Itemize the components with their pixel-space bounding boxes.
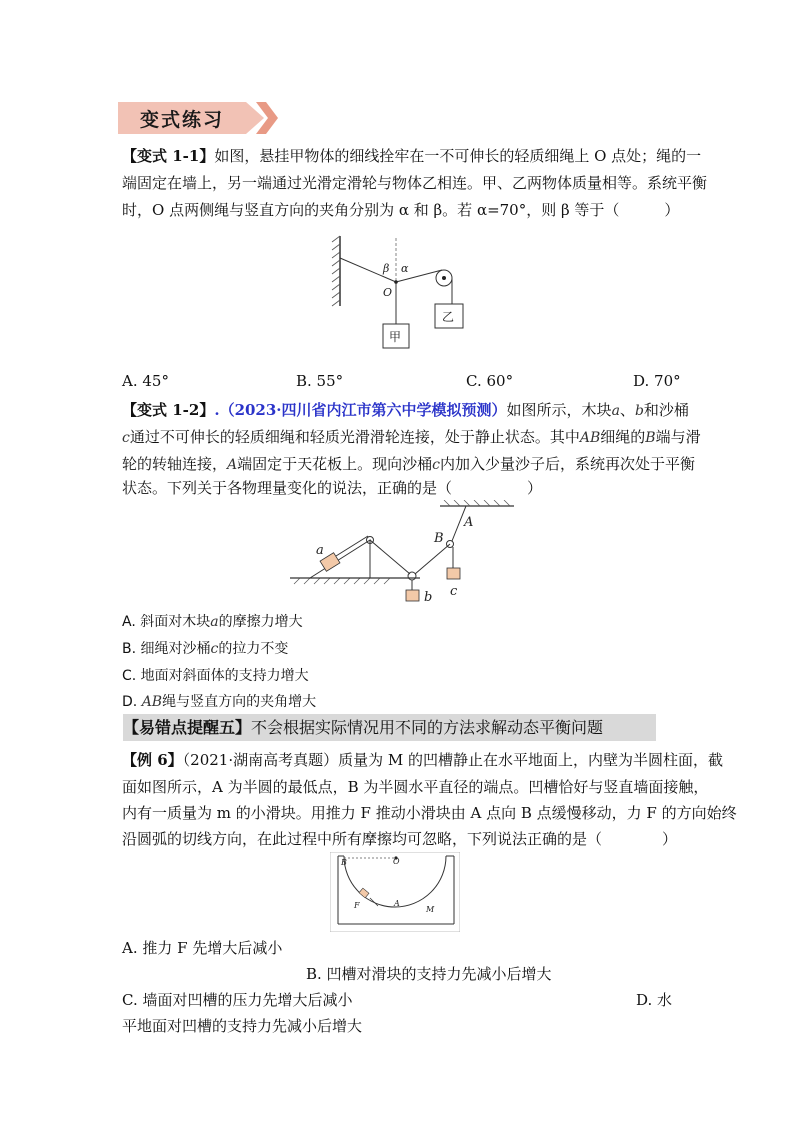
q2-source: （2023·四川省内江市第六中学模拟预测）: [219, 401, 507, 419]
q2-line3: [122, 453, 695, 476]
q1-option-c[interactable]: C. 60°: [466, 372, 514, 390]
q2-line2: [122, 426, 701, 449]
q2-text1-end: 和沙桶: [643, 401, 689, 419]
q2-line1: [122, 399, 689, 422]
ex6-option-a[interactable]: A. 推力 F 先增大后减小: [122, 939, 283, 957]
fig2-A: A: [464, 515, 474, 530]
groove-diagram: [330, 852, 460, 932]
q2-optd-1: D.: [122, 694, 142, 710]
q2-var-b: b: [634, 403, 644, 419]
q2-var-A: A: [227, 457, 238, 473]
q2-dot: .: [214, 401, 220, 419]
fig2-b: b: [424, 590, 433, 605]
q2-var-B: B: [645, 430, 656, 446]
ex6-figure: [330, 852, 460, 932]
fig3-F: F: [354, 901, 360, 910]
q2-text2b: 细绳的: [600, 428, 646, 446]
q1-line3: 时，O 点两侧绳与竖直方向的夹角分别为 α 和 β。若 α=70°，则 β 等于（ ）: [122, 201, 680, 219]
q2-optb-2: 的拉力不变: [218, 641, 289, 657]
q2-optb-var: c: [210, 641, 219, 657]
ex6-option-c[interactable]: C. 墙面对凹槽的压力先增大后减小: [122, 991, 353, 1009]
ex6-option-d-cont: 平地面对凹槽的支持力先减小后增大: [122, 1017, 363, 1035]
ex6-text1: （2021·湖南高考真题）质量为 M 的凹槽静止在水平地面上，内壁为半圆柱面，截: [182, 751, 724, 769]
q2-text3-end: 内加入少量沙子后，系统再次处于平衡: [440, 455, 696, 473]
q2-text3-mid: 端固定于天花板上。现向沙桶: [237, 455, 433, 473]
fig3-B: B: [341, 858, 347, 867]
q2-sep: 、: [619, 401, 635, 419]
q2-var-ab: AB: [579, 430, 601, 446]
fig2-c: c: [450, 584, 458, 599]
q1-figure: [328, 232, 468, 352]
q1-option-a[interactable]: A. 45°: [122, 372, 169, 390]
beta-label: β: [383, 262, 390, 275]
q2-optd-2: 绳与竖直方向的夹角增大: [162, 694, 317, 710]
warning-tag: 【易错点提醒五】: [123, 718, 252, 737]
banner-title: 变式练习: [140, 109, 225, 131]
alpha-label: α: [401, 262, 409, 275]
ex6-line1: [122, 749, 723, 771]
q2-optd-var: AB: [141, 694, 163, 710]
ex6-line2: 面如图所示，A 为半圆的最低点，B 为半圆水平直径的端点。凹槽恰好与竖直墙面接触，: [122, 778, 709, 796]
warning-banner: [123, 714, 656, 741]
incline-pulley-diagram: [290, 500, 520, 605]
q2-figure: [290, 500, 520, 605]
fig2-B: B: [434, 531, 444, 546]
ex6-tag: 【例 6】: [122, 751, 183, 769]
q2-opta-1: A. 斜面对木块: [122, 614, 211, 630]
warning-text: 不会根据实际情况用不同的方法求解动态平衡问题: [251, 718, 604, 737]
q2-var-c: c: [122, 430, 130, 446]
q1-option-d[interactable]: D. 70°: [633, 372, 681, 390]
q2-line4: 状态。下列关于各物理量变化的说法，正确的是（ ）: [122, 479, 543, 497]
q2-var-a: a: [611, 403, 620, 419]
fig2-a: a: [316, 543, 324, 558]
q2-text3: 轮的转轴连接，: [122, 455, 228, 473]
q2-opta-2: 的摩擦力增大: [218, 614, 303, 630]
q2-var-c2: c: [432, 457, 440, 473]
fig3-M: M: [426, 905, 435, 914]
q2-tag: 【变式 1-2】: [122, 401, 215, 419]
q2-optb-1: B. 细绳对沙桶: [122, 641, 211, 657]
ex6-line3: 内有一质量为 m 的小滑块。用推力 F 推动小滑块由 A 点向 B 点缓慢移动，力 F 的方向始终: [122, 804, 737, 822]
q2-text2: 通过不可伸长的轻质细绳和轻质光滑滑轮连接，处于静止状态。其中: [129, 428, 580, 446]
fig3-O: O: [393, 857, 400, 866]
pulley-diagram: [328, 232, 468, 352]
section-banner: [118, 100, 278, 136]
o-label: O: [383, 286, 393, 299]
q2-option-c[interactable]: C. 地面对斜面体的支持力增大: [122, 668, 309, 684]
ex6-option-d-start[interactable]: D. 水: [636, 991, 673, 1009]
q2-text1: 如图所示，木块: [506, 401, 612, 419]
ex6-option-b[interactable]: B. 凹槽对滑块的支持力先减小后增大: [306, 965, 552, 983]
q2-text2-end: 端与滑: [655, 428, 701, 446]
q1-line2: 端固定在墙上，另一端通过光滑定滑轮与物体乙相连。甲、乙两物体质量相等。系统平衡: [122, 174, 708, 192]
q2-option-d[interactable]: [122, 691, 316, 713]
q2-option-a[interactable]: [122, 611, 303, 633]
fig3-A: A: [394, 899, 400, 908]
yi-label: 乙: [442, 310, 455, 324]
q1-text1: 如图，悬挂甲物体的细线拴牢在一不可伸长的轻质细绳上 O 点处；绳的一: [214, 147, 702, 165]
q1-option-b[interactable]: B. 55°: [296, 372, 344, 390]
q2-option-b[interactable]: [122, 638, 288, 660]
q1-tag: 【变式 1-1】: [122, 147, 215, 165]
jia-label: 甲: [389, 330, 402, 344]
ex6-line4: 沿圆弧的切线方向，在此过程中所有摩擦均可忽略，下列说法正确的是（ ）: [122, 830, 678, 848]
q2-opta-var: a: [210, 614, 219, 630]
q1-line1: [122, 145, 701, 167]
